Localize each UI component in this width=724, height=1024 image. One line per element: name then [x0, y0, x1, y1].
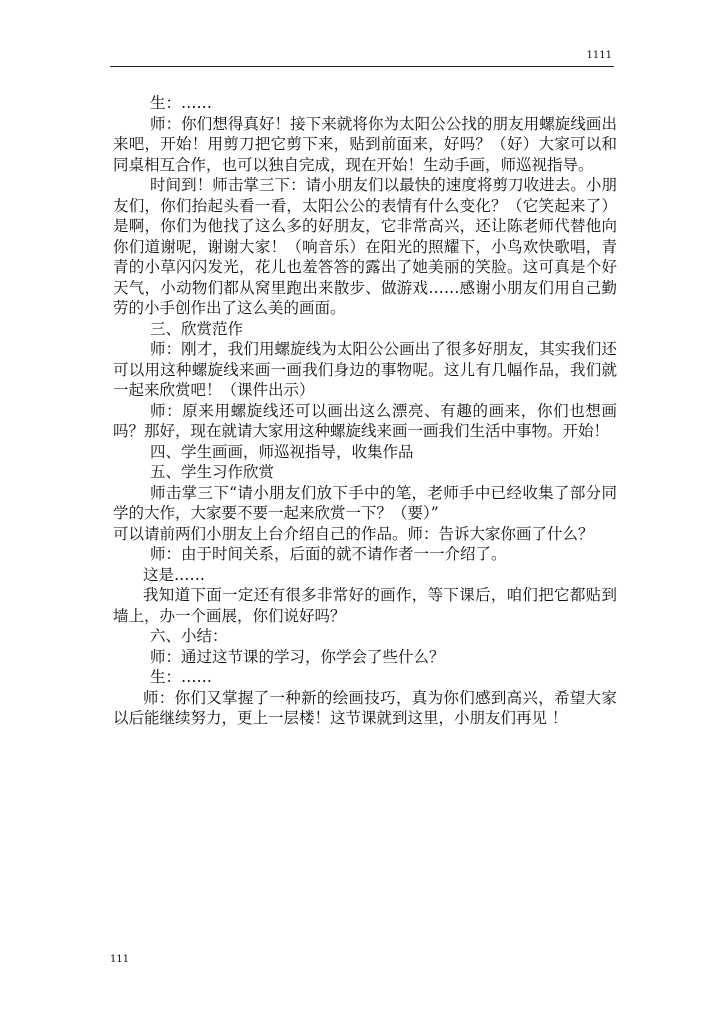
paragraph: 这是…… — [143, 565, 206, 584]
page-header-number: 1111 — [586, 50, 612, 61]
paragraph: 生：…… — [150, 94, 213, 112]
header-divider — [110, 66, 614, 67]
section-heading: 四、学生画画，师巡视指导，收集作品 — [150, 442, 414, 461]
paragraph: 师：原来用螺旋线还可以画出这么漂亮、有趣的画来，你们也想画吗？那好，现在就请大家用这种螺旋线来画一画我们生活中事物。开始！ — [113, 401, 617, 440]
paragraph: 师：你们想得真好！接下来就将你为太阳公公找的朋友用螺旋线画出来吧，开始！用剪刀把它剪下来，贴到前面来，好吗？（好）大家可以和同桌相互合作，也可以独自完成，现在开始！生动手画，师巡视指导。 — [113, 114, 617, 174]
page-footer-number: 111 — [110, 954, 130, 965]
paragraph: 我知道下面一定还有很多非常好的画作，等下课后，咱们把它都贴到墙上，办一个画展，你们说好吗？ — [113, 586, 617, 625]
section-heading: 三、欣赏范作 — [150, 319, 244, 338]
paragraph: 师击掌三下“请小朋友们放下手中的笔，老师手中已经收集了部分同学的大作，大家要不要一起来欣赏一下？（要）” — [113, 483, 617, 522]
paragraph: 师：你们又掌握了一种新的绘画技巧，真为你们感到高兴，希望大家以后能继续努力，更上一层楼！这节课就到这里，小朋友们再见 ！ — [113, 688, 617, 727]
document-body — [113, 93, 617, 729]
paragraph: 可以请前两们小朋友上台介绍自己的作品。师：告诉大家你画了什么？ — [113, 524, 594, 543]
section-heading: 五、学生习作欣赏 — [150, 463, 275, 481]
paragraph: 师：刚才，我们用螺旋线为太阳公公画出了很多好朋友，其实我们还可以用这种螺旋线来画一画我们身边的事物呢。这儿有几幅作品，我们就一起来欣赏吧！（课件出示） — [113, 340, 617, 399]
paragraph: 师：通过这节课的学习，你学会了些什么？ — [150, 647, 445, 666]
paragraph: 生：…… — [150, 668, 213, 686]
paragraph: 师：由于时间关系，后面的就不请作者一一介绍了。 — [150, 545, 507, 563]
paragraph: 时间到！师击掌三下：请小朋友们以最快的速度将剪刀收进去。小朋友们，你们抬起头看一看，太阳公公的表情有什么变化？（它笑起来了）是啊，你们为他找了这么多的好朋友，它非常高兴，还让陈老师代替他向你们道谢呢，谢谢大家！（响音乐）在阳光的照耀下，小鸟欢快歌唱，青青的小草闪闪发光，花儿也羞答答的露出了她美丽的笑脸。这可真是个好天气，小动物们都从窝里跑出来散步、做游戏……感谢小朋友们用自己勤劳的小手创作出了这么美的画面。 — [113, 176, 617, 317]
section-heading: 六、小结： — [150, 627, 228, 645]
